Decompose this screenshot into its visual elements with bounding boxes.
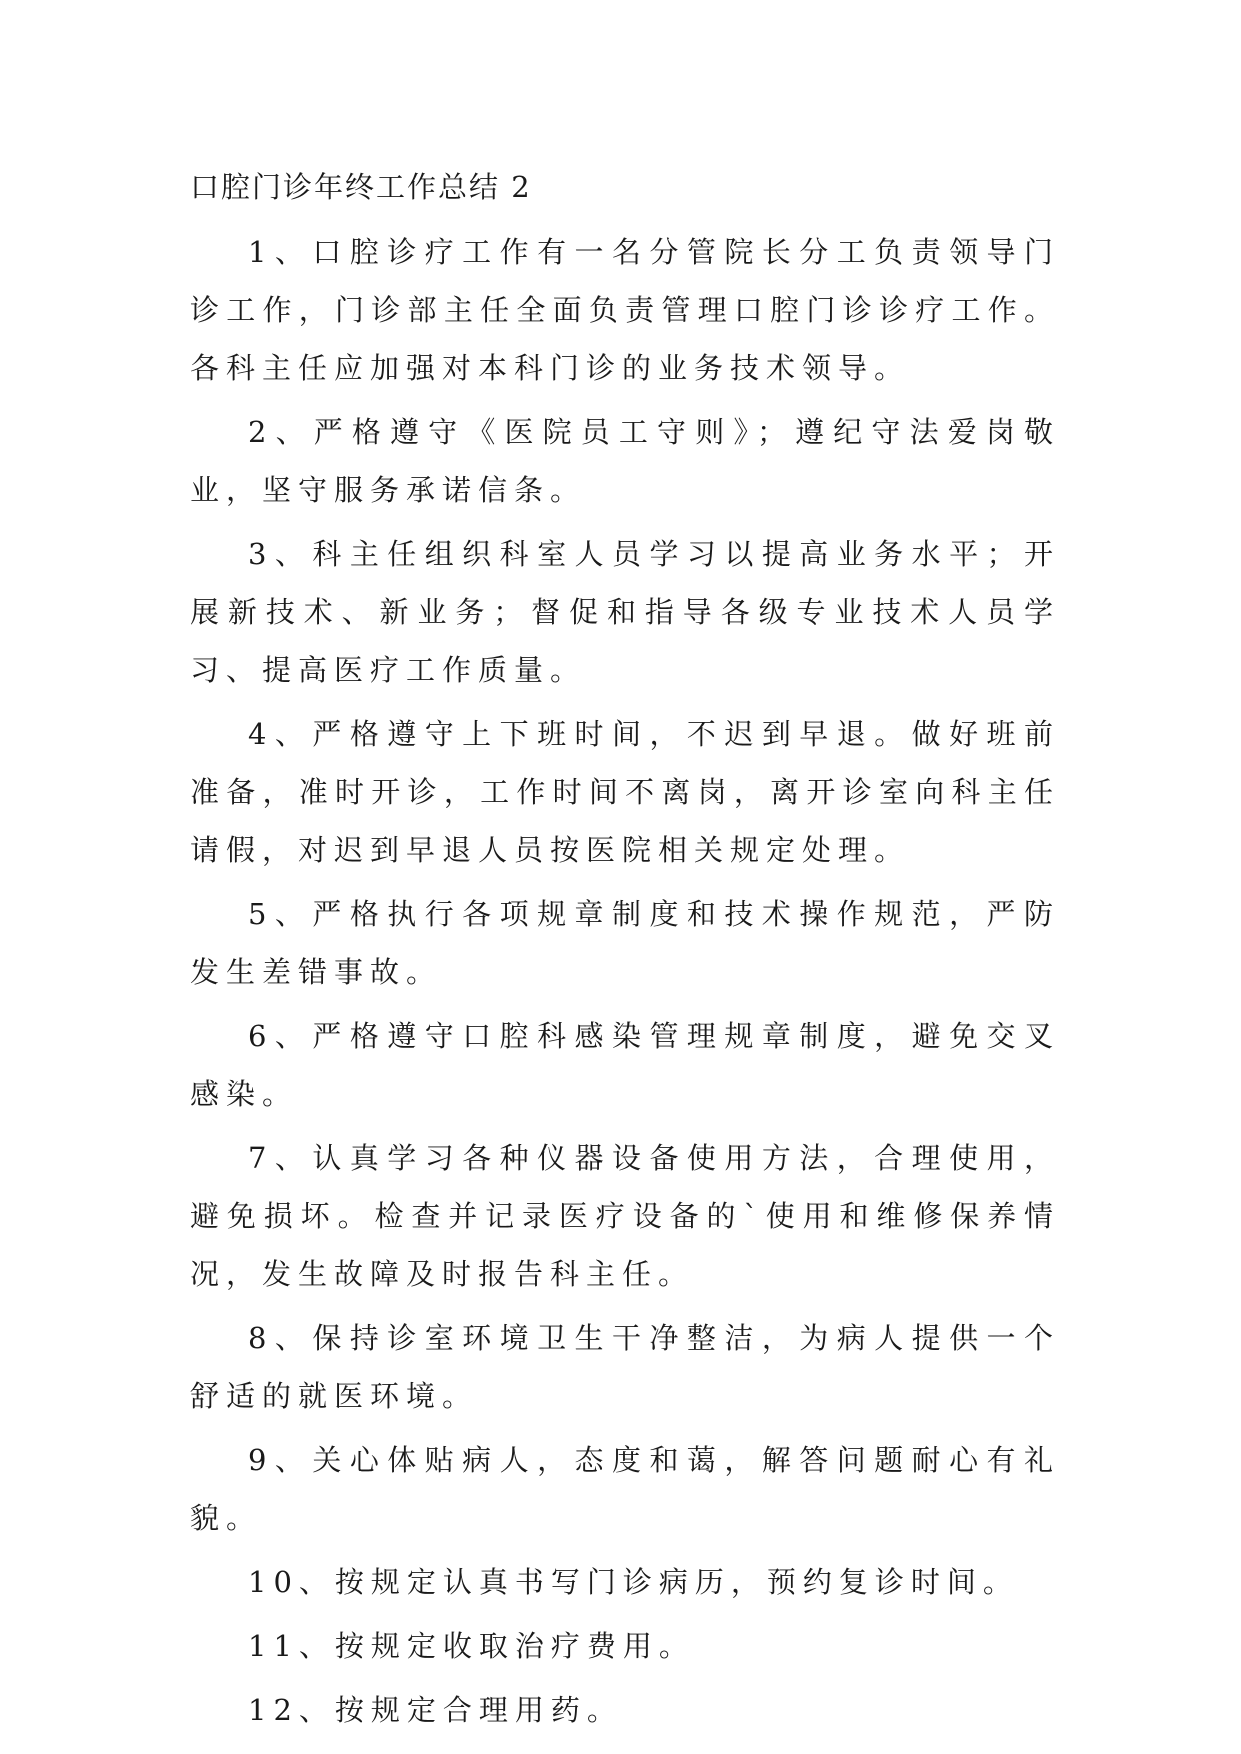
paragraph-11: 11、按规定收取治疗费用。 xyxy=(248,1629,695,1663)
document-title: 口腔门诊年终工作总结 2 xyxy=(190,170,532,204)
paragraph-4: 4、严格遵守上下班时间，不迟到早退。做好班前准备，准时开诊，工作时间不离岗，离开诊室向科主任请假，对迟到早退人员按医院相关规定处理。 xyxy=(190,717,1060,867)
paragraph-2: 2、严格遵守《医院员工守则》；遵纪守法爱岗敬业，坚守服务承诺信条。 xyxy=(190,415,1060,507)
paragraph-5: 5、严格执行各项规章制度和技术操作规范，严防发生差错事故。 xyxy=(190,897,1060,989)
paragraph-7: 7、认真学习各种仪器设备使用方法，合理使用，避免损坏。检查并记录医疗设备的`使用和维修保养情况，发生故障及时报告科主任。 xyxy=(190,1141,1060,1291)
paragraph-9: 9、关心体贴病人，态度和蔼，解答问题耐心有礼貌。 xyxy=(190,1443,1060,1535)
paragraph-10: 10、按规定认真书写门诊病历，预约复诊时间。 xyxy=(248,1565,1019,1599)
paragraph-8: 8、保持诊室环境卫生干净整洁，为病人提供一个舒适的就医环境。 xyxy=(190,1321,1060,1413)
document-body xyxy=(190,158,1060,1745)
paragraph-12: 12、按规定合理用药。 xyxy=(248,1693,623,1727)
paragraph-1: 1、口腔诊疗工作有一名分管院长分工负责领导门诊工作，门诊部主任全面负责管理口腔门诊诊疗工作。各科主任应加强对本科门诊的业务技术领导。 xyxy=(190,235,1060,385)
paragraph-3: 3、科主任组织科室人员学习以提高业务水平；开展新技术、新业务；督促和指导各级专业技术人员学习、提高医疗工作质量。 xyxy=(190,537,1060,687)
paragraph-6: 6、严格遵守口腔科感染管理规章制度，避免交叉感染。 xyxy=(190,1019,1060,1111)
